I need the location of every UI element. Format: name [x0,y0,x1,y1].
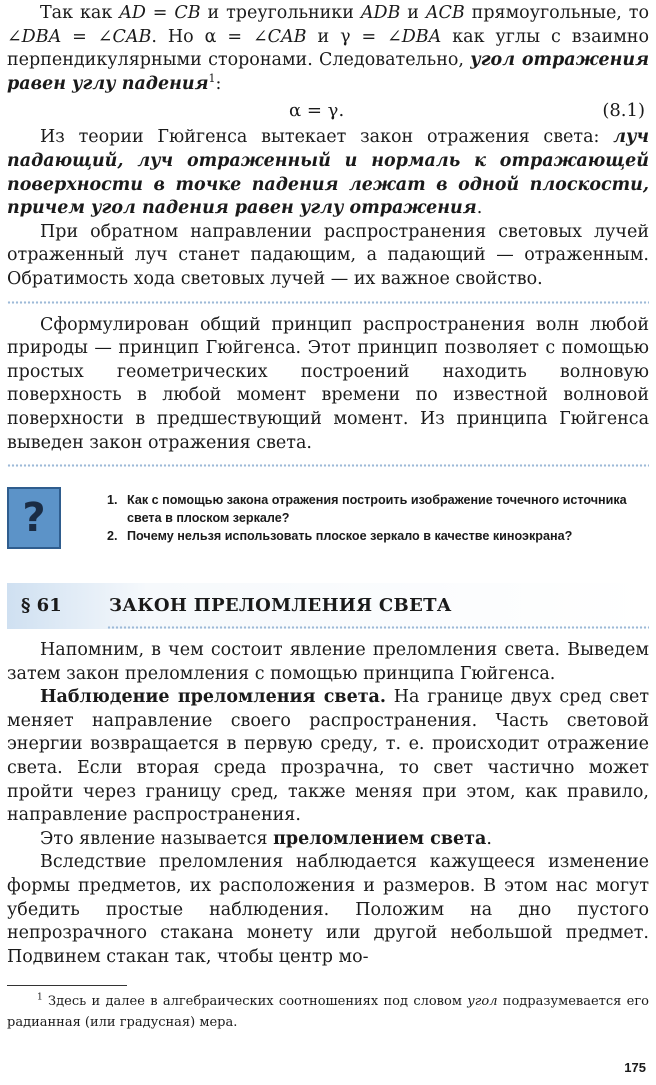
text: . Но α = ∠ [151,26,268,47]
text: прямоугольные, то ∠ [7,3,650,47]
section-heading [7,583,649,629]
question-item [107,527,649,545]
textbook-page [7,0,649,1033]
text: = [145,3,175,23]
text: Здесь и далее в алгебраических соотношениях под словом [42,994,468,1010]
footnote-rule [7,985,127,986]
paragraph-reversibility: При обратном направлении распространения световых лучей отраженный луч станет падающим, а падающий — отраженным. Обратимость хода световых лучей — их важное свойство. [7,221,649,289]
paragraph-reflection-law [7,126,649,220]
formula-8-1 [7,96,649,126]
dotted-divider [7,301,649,304]
question-text: Почему нельзя использовать плоское зеркало в качестве киноэкрана? [127,529,573,544]
subheading-text: Наблюдение преломления света. [40,687,386,708]
text: и [400,3,426,23]
formula-expression: α = γ. [289,100,345,122]
text: = ∠ [61,26,113,47]
text: и γ = ∠ [306,26,402,47]
emphasis-text: луч падающий, луч отраженный и нормаль к отражающей поверхности в точке падения лежат в одной плоскости, причем угол падения равен углу отражения [7,127,649,219]
text: Так как [40,3,120,23]
text: На границе двух сред свет меняет направление своего распространения. Часть световой энергии возвращается в первую среду, т. е. происходит отражение света. Если вторая среда прозрачна, то свет частично может пройти через границу сред, также меняя при этом, как правило, направление распространения. [7,687,649,826]
text: и треугольники [200,3,361,23]
page-number: 175 [624,1060,646,1075]
term-text: преломлением света [273,828,487,849]
section-number: § 61 [21,595,62,617]
text: Это явление называется [40,828,274,849]
math-var: CAB [267,26,307,47]
question-number: 1. [107,493,118,508]
paragraph-intro: Напомним, в чем состоит явление преломления света. Выведем затем закон преломления с помощью принципа Гюйгенса. [7,640,649,684]
footnote-marker: 1 [37,993,43,1004]
text: как углы с взаимно перпендикулярными сторонами. Следовательно, [7,26,650,71]
paragraph-reflection-proof [7,2,649,96]
text: Из теории Гюйгенса вытекает закон отражения света: [40,127,614,148]
dotted-divider [107,626,649,629]
question-text: Как с помощью закона отражения построить изображение точечного источника света в плоском зеркале? [127,493,627,526]
dotted-divider [7,464,649,467]
math-var: DBA [401,26,442,47]
review-questions [7,477,649,565]
math-var: CB [174,3,201,23]
footnote-ref[interactable]: 1 [208,71,216,85]
summary-paragraph: Сформулирован общий принцип распространения волн любой природы — принцип Гюйгенса. Этот принцип позволяет с помощью простых геометрических построений находить волновую поверхность в любой момент времени по известной волновой поверхности в предшествующий момент. Из принципа Гюйгенса выведен закон отражения света. [7,314,649,453]
question-mark-icon [7,487,61,549]
question-item [107,491,649,527]
math-var: AD [119,3,146,23]
formula-number: (8.1) [602,100,645,122]
text: . [476,198,483,219]
text: : [215,73,222,94]
footnote [7,991,649,1033]
italic-text: угол [467,994,498,1010]
text: . [486,828,492,849]
math-var: DBA [21,26,62,47]
question-mark-glyph: ? [22,495,46,542]
paragraph-consequences: Вследствие преломления наблюдается кажущееся изменение формы предметов, их расположения и размеров. В этом нас могут убедить простые наблюдения. Положим на дно пустого непрозрачного стакана монету или другой небольшой предмет. Подвинем стакан так, чтобы центр мо- [7,852,649,967]
text: подразумевается его радианная (или градусная) мера. [7,994,649,1031]
paragraph-definition [7,828,649,852]
emphasis-text: угол отражения равен углу падения [7,50,650,94]
section-title: ЗАКОН ПРЕЛОМЛЕНИЯ СВЕТА [109,595,452,617]
math-var: ACB [425,3,465,23]
question-number: 2. [107,529,118,544]
math-var: CAB [112,26,152,47]
question-list [107,491,649,545]
paragraph-observation [7,686,649,828]
math-var: ADB [360,3,401,23]
